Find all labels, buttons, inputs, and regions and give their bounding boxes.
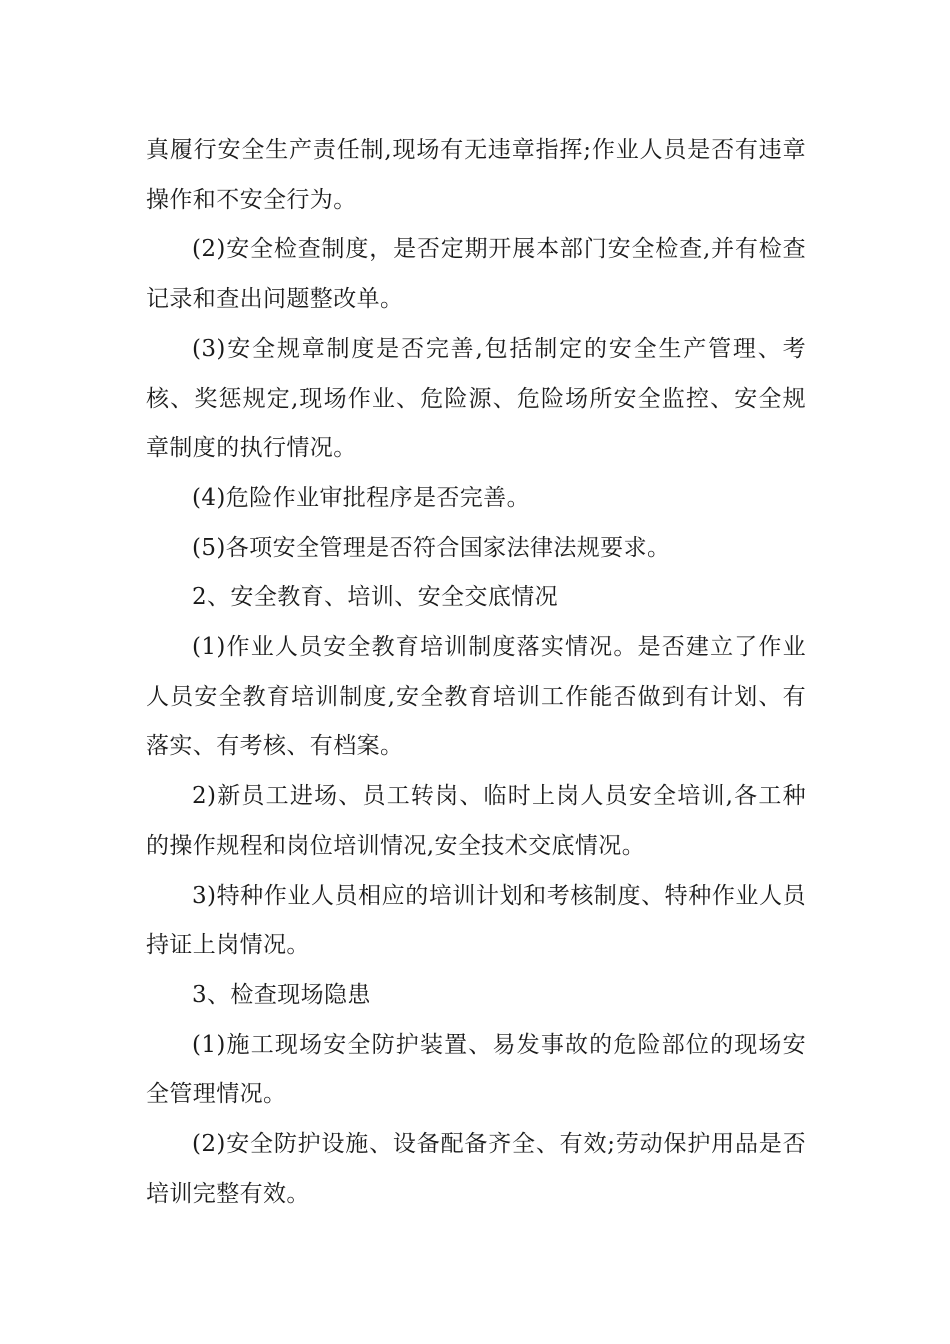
paragraph-item-1-2: (2)安全检查制度，是否定期开展本部门安全检查,并有检查记录和查出问题整改单。 <box>146 236 806 313</box>
paragraph-item-3-1: (1)施工现场安全防护装置、易发事故的危险部位的现场安全管理情况。 <box>146 1031 806 1108</box>
paragraph-item-1-4: (4)危险作业审批程序是否完善。 <box>192 484 530 511</box>
paragraph-item-1-5: (5)各项安全管理是否符合国家法律法规要求。 <box>192 534 671 561</box>
paragraph-item-2-1: (1)作业人员安全教育培训制度落实情况。是否建立了作业人员安全教育培训制度,安全教育培训工作能否做到有计划、有落实、有考核、有档案。 <box>146 634 806 760</box>
paragraph-item-1-3: (3)安全规章制度是否完善,包括制定的安全生产管理、考核、奖惩规定,现场作业、危险源、危险场所安全监控、安全规章制度的执行情况。 <box>146 335 806 462</box>
paragraph-continuation: 真履行安全生产责任制,现场有无违章指挥;作业人员是否有违章操作和不安全行为。 <box>146 137 806 213</box>
document-body <box>146 126 806 1219</box>
paragraph-item-2-3: 3)特种作业人员相应的培训计划和考核制度、特种作业人员持证上岗情况。 <box>146 882 806 959</box>
section-heading-3: 3、检查现场隐患 <box>192 981 371 1008</box>
section-heading-2: 2、安全教育、培训、安全交底情况 <box>192 584 559 611</box>
paragraph-item-3-2: (2)安全防护设施、设备配备齐全、有效;劳动保护用品是否培训完整有效。 <box>146 1131 806 1207</box>
paragraph-item-2-2: 2)新员工进场、员工转岗、临时上岗人员安全培训,各工种的操作规程和岗位培训情况,安全技术交底情况。 <box>146 783 806 859</box>
